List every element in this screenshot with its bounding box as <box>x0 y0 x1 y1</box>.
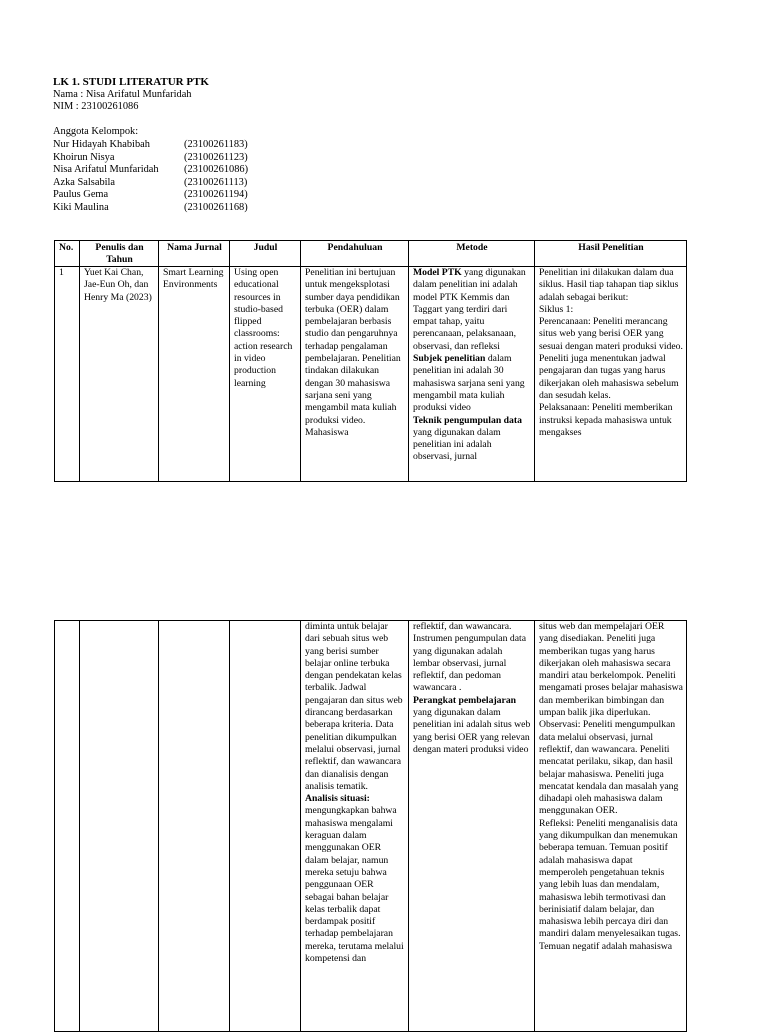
result-paragraph: Siklus 1: <box>539 303 574 315</box>
cell-pendahuluan <box>301 267 409 482</box>
analysis-label: Analisis situasi: <box>305 793 370 805</box>
introduction-text <box>305 621 405 1031</box>
document-title: LK 1. STUDI LITERATUR PTK <box>53 76 209 88</box>
header-metode: Metode <box>409 241 535 267</box>
member-row <box>53 202 248 215</box>
member-nim: (23100261123) <box>184 151 248 163</box>
document-header <box>53 76 248 215</box>
member-nim: (23100261168) <box>184 201 248 213</box>
header-pendahuluan: Pendahuluan <box>301 241 409 267</box>
method-label: Teknik pengumpulan data <box>413 414 522 426</box>
cell-penulis <box>80 267 159 482</box>
table-row <box>55 267 687 482</box>
method-body: yang digunakan dalam penelitian ini adalah model PTK Kemmis dan Taggart yang terdiri dari empat tahap, yaitu perencanaan, pelaksanaan, observasi, dan refleksi <box>413 267 526 352</box>
cell-judul <box>230 621 301 1032</box>
author-text: Yuet Kai Chan, Jae-Eun Oh, dan Henry Ma (2023) <box>84 267 152 303</box>
member-nim: (23100261183) <box>184 138 248 150</box>
method-text <box>413 267 531 481</box>
cell-jurnal <box>159 621 230 1032</box>
method-label: Perangkat pembelajaran <box>413 694 517 706</box>
header-penulis: Penulis dan Tahun <box>80 241 159 267</box>
cell-judul <box>230 267 301 482</box>
cell-pendahuluan <box>301 621 409 1032</box>
member-name: Azka Salsabila <box>53 176 116 188</box>
result-paragraph: Observasi: Peneliti mengumpulkan data melalui observasi, jurnal reflektif, dan wawancara. Peneliti mencatat perilaku, sikap, dan hasil belajar mahasiswa. Peneliti juga mencatat kendala dan masalah yang dihadapi oleh mahasiswa dalam menggunakan OER. <box>539 719 679 817</box>
title-text: Using open educational resources in studio-based flipped classrooms: action research in video production learning <box>234 267 293 389</box>
cell-no <box>55 621 80 1032</box>
member-name: Nur Hidayah Khabibah <box>53 138 150 150</box>
member-nim: (23100261113) <box>184 176 248 188</box>
student-nim: NIM : 23100261086 <box>53 101 139 113</box>
cell-metode <box>409 621 535 1032</box>
member-row <box>53 189 248 202</box>
member-row <box>53 177 248 190</box>
table-header-row <box>55 241 687 267</box>
method-body: yang digunakan dalam penelitian ini adalah situs web yang berisi OER yang relevan dengan materi produksi video <box>413 707 531 755</box>
method-body: dalam penelitian ini adalah 30 mahasiswa sarjana seni yang mengambil mata kuliah produksi video <box>413 353 525 414</box>
result-paragraph: Penelitian ini dilakukan dalam dua siklus. Hasil tiap tahapan tiap siklus adalah sebagai berikut: <box>539 267 679 303</box>
literature-table-part-2 <box>54 620 687 1032</box>
member-name: Paulus Gema <box>53 189 109 201</box>
result-text <box>539 267 683 481</box>
cell-metode <box>409 267 535 482</box>
journal-text: Smart Learning Environments <box>163 267 224 291</box>
header-hasil: Hasil Penelitian <box>535 241 687 267</box>
analysis-body: mengungkapkan bahwa mahasiswa mengalami keraguan dalam menggunakan OER dalam belajar, namun mereka setuju bahwa penggunaan OER sebagai bahan belajar kelas terbalik dapat berdampak positif terhadap pembelajaran mereka, terutama melalui kompetensi dan <box>305 805 404 965</box>
cell-hasil <box>535 621 687 1032</box>
cell-jurnal <box>159 267 230 482</box>
cell-no <box>55 267 80 482</box>
method-text <box>413 621 531 1031</box>
member-nim: (23100261086) <box>184 164 249 176</box>
table-row <box>55 621 687 1032</box>
members-heading: Anggota Kelompok: <box>53 126 139 138</box>
header-no: No. <box>55 241 80 267</box>
header-jurnal: Nama Jurnal <box>159 241 230 267</box>
student-name: Nama : Nisa Arifatul Munfaridah <box>53 88 192 100</box>
member-nim: (23100261194) <box>184 189 248 201</box>
cell-hasil <box>535 267 687 482</box>
result-text <box>539 621 683 1031</box>
member-name: Khoirun Nisya <box>53 151 115 163</box>
literature-table-part-1 <box>54 240 687 482</box>
result-paragraph: Perencanaan: Peneliti merancang situs web yang berisi OER yang sesuai dengan materi produksi video. Peneliti juga menentukan jadwal pengajaran dan tugas yang harus dikerjakan oleh mahasiswa sebelum dan sesudah kelas. <box>539 316 683 401</box>
member-name: Kiki Maulina <box>53 201 109 213</box>
header-judul: Judul <box>230 241 301 267</box>
method-body: reflektif, dan wawancara. Instrumen pengumpulan data yang digunakan adalah lembar observasi, jurnal reflektif, dan pedoman wawancara . <box>413 621 526 694</box>
method-body: yang digunakan dalam penelitian ini adalah observasi, jurnal <box>413 426 501 463</box>
introduction-body: diminta untuk belajar dari sebuah situs web yang berisi sumber belajar online terbuka dengan pendekatan kelas terbalik. Jadwal pengajaran dan situs web dirancang berdasarkan beberapa kriteria. Data penelitian dikumpulkan melalui observasi, jurnal reflektif, dan wawancara dan dianalisis dengan analisis tematik. <box>305 621 403 792</box>
result-paragraph: situs web dan mempelajari OER yang disediakan. Peneliti juga memberikan tugas yang harus dikerjakan oleh mahasiswa secara mandiri atau berkelompok. Peneliti mengamati proses belajar mahasiswa dan memberikan bimbingan dan umpan balik jika diperlukan. <box>539 621 683 719</box>
result-paragraph: Pelaksanaan: Peneliti memberikan instruksi kepada mahasiswa untuk mengakses <box>539 402 673 438</box>
row-number: 1 <box>59 267 64 278</box>
member-row <box>53 164 248 177</box>
member-row <box>53 139 248 152</box>
cell-penulis <box>80 621 159 1032</box>
member-name: Nisa Arifatul Munfaridah <box>53 164 159 176</box>
method-label: Subjek penelitian <box>413 353 486 365</box>
result-paragraph: Refleksi: Peneliti menganalisis data yang dikumpulkan dan menemukan beberapa temuan. Temuan positif adalah mahasiswa dapat memperoleh pengetahuan teknis yang lebih luas dan mendalam, mahasiswa lebih termotivasi dan berinisiatif dalam belajar, dan mahasiswa lebih percaya diri dan mandiri dalam menyelesaikan tugas. Temuan negatif adalah mahasiswa <box>539 817 681 952</box>
introduction-text: Penelitian ini bertujuan untuk mengeksplotasi sumber daya pendidikan terbuka (OER) dalam pembelajaran berbasis studio dan pengaruhnya terhadap pengalaman pembelajaran. Penelitian tindakan dilakukan dengan 30 mahasiswa sarjana seni yang mengambil mata kuliah produksi video. Mahasiswa <box>305 267 401 438</box>
member-row <box>53 152 248 165</box>
method-label: Model PTK <box>413 267 462 278</box>
